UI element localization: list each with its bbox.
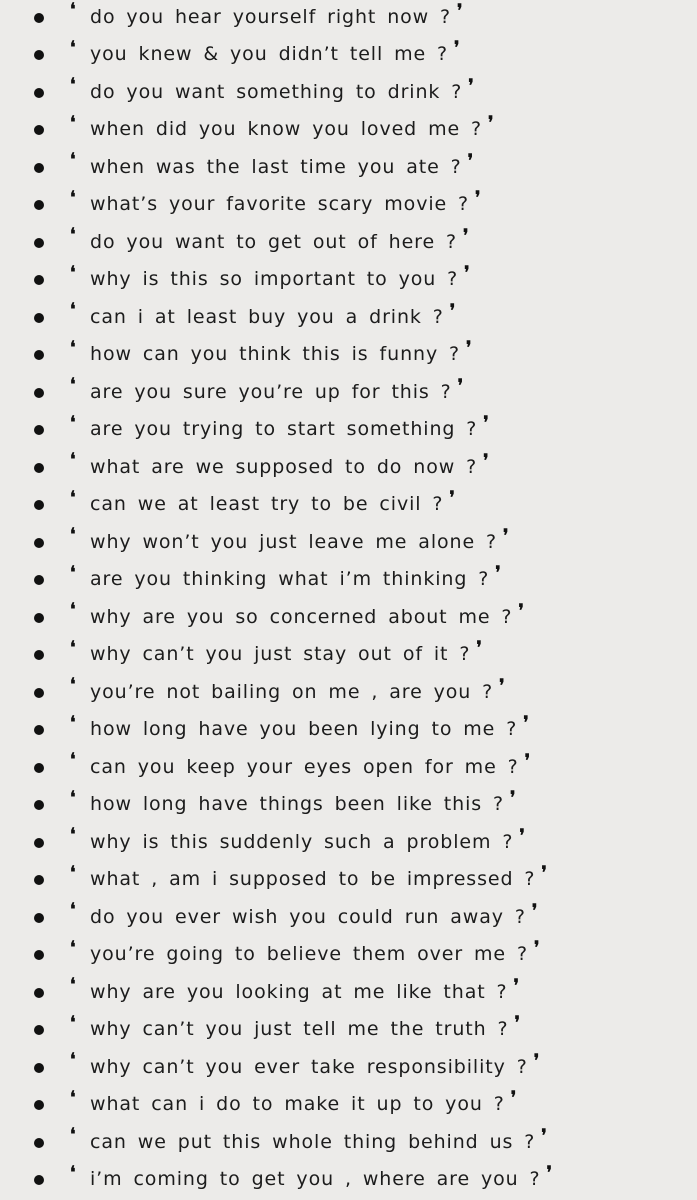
open-quote-icon: ❛ [70,562,76,583]
close-quote-icon: ❜ [463,225,470,246]
bullet-icon [34,1175,44,1185]
close-quote-icon: ❜ [518,600,525,621]
question-text [90,563,502,591]
question-label: you knew & you didn’t tell me ? [90,43,448,66]
close-quote-icon: ❜ [457,375,465,396]
bullet-icon [34,950,44,960]
bullet-icon [34,1138,44,1148]
question-label: when was the last time you ate ? [90,155,462,178]
bullet-icon [34,88,44,98]
question-label: how long have things been like this ? [90,793,504,816]
open-quote-icon: ❛ [70,150,76,170]
list-item [0,260,697,298]
question-text [90,525,510,553]
question-text [90,0,464,28]
list-item [0,560,697,598]
close-quote-icon: ❜ [514,1013,521,1034]
close-quote-icon: ❜ [502,525,510,546]
question-label: why can’t you just stay out of it ? [90,643,471,666]
list-item [0,222,697,260]
bullet-icon [34,763,44,773]
question-text [90,413,490,441]
list-item [0,185,697,223]
question-label: why are you so concerned about me ? [90,605,513,628]
question-label: why are you looking at me like that ? [90,980,508,1003]
close-quote-icon: ❜ [541,1125,548,1146]
question-text [90,1125,548,1153]
close-quote-icon: ❜ [510,788,517,809]
close-quote-icon: ❜ [475,188,482,209]
open-quote-icon: ❛ [70,787,76,808]
bullet-icon [34,313,44,323]
question-text [90,1050,541,1078]
question-label: when did you know you loved me ? [90,118,482,141]
list-item [0,447,697,485]
open-quote-icon: ❛ [70,487,76,508]
bullet-icon [34,425,44,435]
bullet-icon [34,875,44,885]
question-text [90,375,465,403]
open-quote-icon: ❛ [70,900,76,920]
list-item [0,72,697,110]
bullet-icon [34,350,44,360]
bullet-icon [34,275,44,285]
bullet-icon [34,500,44,510]
close-quote-icon: ❜ [541,863,548,884]
question-text [90,750,531,778]
open-quote-icon: ❛ [70,600,76,620]
list-item [0,897,697,935]
bullet-icon [34,13,44,23]
question-text [90,38,461,66]
open-quote-icon: ❛ [70,450,76,470]
question-text [90,900,539,928]
open-quote-icon: ❛ [70,637,76,658]
open-quote-icon: ❛ [70,37,76,58]
close-quote-icon: ❜ [531,900,539,921]
list-item [0,35,697,73]
list-item [0,372,697,410]
list-item [0,147,697,185]
list-item [0,1160,697,1198]
list-item [0,410,697,448]
close-quote-icon: ❜ [533,938,541,959]
bullet-icon [34,50,44,60]
open-quote-icon: ❛ [70,0,76,20]
bullet-icon [34,238,44,248]
close-quote-icon: ❜ [513,975,520,996]
question-label: you’re not bailing on me , are you ? [90,680,494,703]
bullet-icon [34,725,44,735]
list-item [0,297,697,335]
open-quote-icon: ❛ [70,750,76,770]
question-text [90,675,506,703]
open-quote-icon: ❛ [70,187,76,208]
open-quote-icon: ❛ [70,862,76,883]
open-quote-icon: ❛ [70,300,76,320]
close-quote-icon: ❜ [546,1163,553,1184]
question-label: why is this so important to you ? [90,268,459,291]
question-label: why won’t you just leave me alone ? [90,530,497,553]
question-text [90,225,470,253]
bullet-icon [34,125,44,135]
question-text [90,300,457,328]
bullet-icon [34,800,44,810]
list-item [0,335,697,373]
question-label: are you sure you’re up for this ? [90,380,452,403]
list-item [0,860,697,898]
open-quote-icon: ❛ [70,112,76,133]
open-quote-icon: ❛ [70,712,76,733]
close-quote-icon: ❜ [449,300,457,321]
bullet-icon [34,913,44,923]
open-quote-icon: ❛ [70,75,76,95]
list-item [0,635,697,673]
list-item [0,785,697,823]
close-quote-icon: ❜ [499,675,506,696]
bullet-icon [34,650,44,660]
list-item [0,1047,697,1085]
close-quote-icon: ❜ [524,750,531,771]
close-quote-icon: ❜ [464,263,471,284]
question-text [90,113,495,141]
question-label: can we put this whole thing behind us ? [90,1130,536,1153]
question-label: do you want to get out of here ? [90,230,457,253]
close-quote-icon: ❜ [467,150,475,171]
question-text [90,150,475,178]
bullet-icon [34,1063,44,1073]
bullet-icon [34,463,44,473]
question-label: how long have you been lying to me ? [90,718,518,741]
open-quote-icon: ❛ [70,412,76,433]
bullet-icon [34,163,44,173]
list-item [0,710,697,748]
question-text [90,75,475,103]
question-label: do you ever wish you could run away ? [90,905,526,928]
question-label: how can you think this is funny ? [90,343,461,366]
close-quote-icon: ❜ [466,338,473,359]
open-quote-icon: ❛ [70,262,76,283]
question-text [90,338,473,366]
question-text [90,825,526,853]
open-quote-icon: ❛ [70,937,76,958]
bullet-icon [34,200,44,210]
question-label: what , am i supposed to be impressed ? [90,868,536,891]
list-item [0,597,697,635]
list-item [0,935,697,973]
list-item [0,972,697,1010]
open-quote-icon: ❛ [70,1012,76,1033]
list-item [0,1122,697,1160]
question-label: what can i do to make it up to you ? [90,1093,505,1116]
close-quote-icon: ❜ [533,1050,541,1071]
question-label: can you keep your eyes open for me ? [90,755,519,778]
close-quote-icon: ❜ [457,0,464,21]
question-label: you’re going to believe them over me ? [90,943,528,966]
close-quote-icon: ❜ [476,638,483,659]
open-quote-icon: ❛ [70,337,76,358]
list-item [0,672,697,710]
question-label: why can’t you just tell me the truth ? [90,1018,509,1041]
open-quote-icon: ❛ [70,675,76,695]
question-text [90,1088,518,1116]
question-text [90,600,525,628]
open-quote-icon: ❛ [70,1125,76,1145]
open-quote-icon: ❛ [70,1087,76,1108]
open-quote-icon: ❛ [70,1050,76,1070]
question-label: i’m coming to get you , where are you ? [90,1168,541,1191]
question-label: do you want something to drink ? [90,80,463,103]
list-item [0,110,697,148]
bullet-icon [34,575,44,585]
question-text [90,188,482,216]
list-item [0,747,697,785]
bullet-icon [34,1100,44,1110]
bullet-icon [34,838,44,848]
open-quote-icon: ❛ [70,375,76,395]
question-text [90,488,456,516]
bullet-icon [34,988,44,998]
close-quote-icon: ❜ [510,1088,518,1109]
question-text [90,638,483,666]
question-text [90,975,520,1003]
bullet-icon [34,538,44,548]
question-text [90,1013,521,1041]
question-label: can we at least try to be civil ? [90,493,444,516]
question-label: are you thinking what i’m thinking ? [90,568,490,591]
open-quote-icon: ❛ [70,225,76,245]
close-quote-icon: ❜ [488,113,495,134]
question-text [90,713,530,741]
question-text [90,938,541,966]
close-quote-icon: ❜ [468,75,475,96]
question-label: what’s your favorite scary movie ? [90,193,470,216]
question-label: why can’t you ever take responsibility ? [90,1055,528,1078]
question-label: are you trying to start something ? [90,418,478,441]
question-label: do you hear yourself right now ? [90,5,452,28]
question-text [90,263,471,291]
bullet-icon [34,388,44,398]
question-text [90,450,490,478]
question-label: what are we supposed to do now ? [90,455,478,478]
open-quote-icon: ❛ [70,975,76,995]
close-quote-icon: ❜ [495,563,502,584]
close-quote-icon: ❜ [483,413,490,434]
close-quote-icon: ❜ [454,38,461,59]
list-item [0,0,697,35]
close-quote-icon: ❜ [523,713,530,734]
question-label: can i at least buy you a drink ? [90,305,444,328]
close-quote-icon: ❜ [519,825,526,846]
list-item [0,522,697,560]
bullet-icon [34,613,44,623]
question-label: why is this suddenly such a problem ? [90,830,514,853]
bullet-icon [34,1025,44,1035]
open-quote-icon: ❛ [70,1162,76,1183]
open-quote-icon: ❛ [70,825,76,845]
list-item [0,1085,697,1123]
close-quote-icon: ❜ [449,488,456,509]
bullet-icon [34,688,44,698]
list-item [0,822,697,860]
list-item [0,1010,697,1048]
question-text [90,863,548,891]
question-text [90,1163,553,1191]
question-text [90,788,517,816]
close-quote-icon: ❜ [483,450,490,471]
open-quote-icon: ❛ [70,525,76,545]
list-item [0,485,697,523]
